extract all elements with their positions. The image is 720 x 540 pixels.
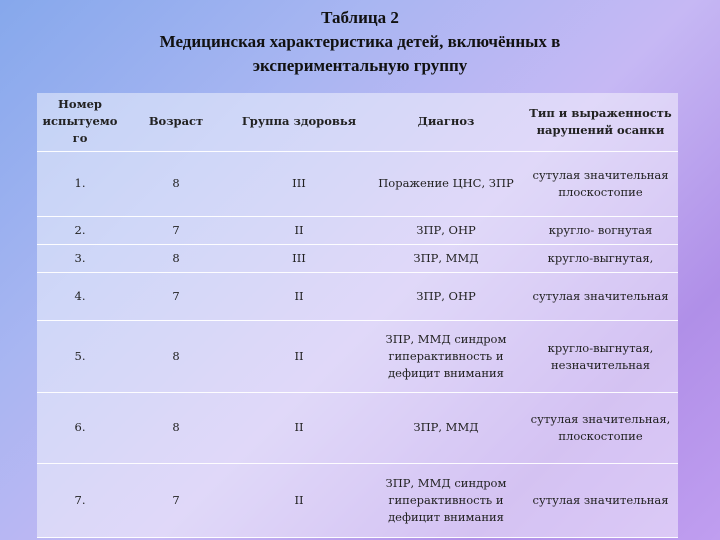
cell-posture: кругло- вогнутая [523,217,678,245]
cell-group: II [229,464,369,538]
table-row [37,392,678,463]
cell-posture: кругло-выгнутая, [523,245,678,273]
cell-number: 2. [37,217,123,245]
table-row [37,321,678,392]
caption-line-3: экспериментальную группу [252,56,468,75]
cell-age: 8 [123,151,229,217]
table-caption [0,6,720,78]
cell-diagnosis: ЗПР, ММД синдром гиперактивность и дефицит внимания [369,464,523,538]
header-health-group: Группа здоровья [229,93,369,151]
header-posture: Тип и выраженность нарушений осанки [523,93,678,151]
cell-posture: сутулая значительная [523,273,678,321]
cell-diagnosis: ЗПР, ММД [369,392,523,463]
cell-posture: сутулая значительная [523,464,678,538]
table-row [37,217,678,245]
cell-age: 7 [123,273,229,321]
table-row [37,245,678,273]
cell-group: II [229,392,369,463]
cell-group: III [229,151,369,217]
cell-posture: сутулая значительная плоскостопие [523,151,678,217]
cell-group: II [229,273,369,321]
caption-line-1: Таблица 2 [321,8,399,27]
cell-posture: кругло-выгнутая, незначительная [523,321,678,392]
cell-age: 7 [123,464,229,538]
cell-number: 7. [37,464,123,538]
cell-age: 8 [123,245,229,273]
table-row [37,464,678,538]
header-row [37,93,678,151]
cell-group: II [229,321,369,392]
cell-number: 4. [37,273,123,321]
caption-line-2: Медицинская характеристика детей, включённых в [159,32,561,51]
cell-diagnosis: ЗПР, ОНР [369,217,523,245]
header-age: Возраст [123,93,229,151]
header-diagnosis: Диагноз [369,93,523,151]
table-body [37,151,678,538]
cell-number: 3. [37,245,123,273]
medical-table [37,93,678,538]
cell-number: 1. [37,151,123,217]
cell-age: 8 [123,392,229,463]
cell-number: 5. [37,321,123,392]
table-row [37,151,678,217]
cell-diagnosis: ЗПР, ММД синдром гиперактивность и дефицит внимания [369,321,523,392]
cell-age: 7 [123,217,229,245]
cell-posture: сутулая значительная, плоскостопие [523,392,678,463]
cell-diagnosis: ЗПР, ОНР [369,273,523,321]
cell-group: III [229,245,369,273]
cell-group: II [229,217,369,245]
table-row [37,273,678,321]
cell-age: 8 [123,321,229,392]
cell-diagnosis: ЗПР, ММД [369,245,523,273]
cell-number: 6. [37,392,123,463]
cell-diagnosis: Поражение ЦНС, ЗПР [369,151,523,217]
header-number: Номер испытуемо го [37,93,123,151]
table-header [37,93,678,151]
